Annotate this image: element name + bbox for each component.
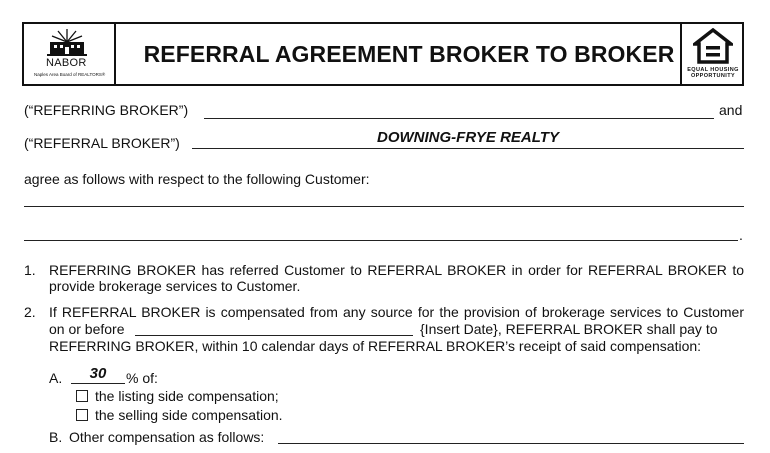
eho-line1: EQUAL HOUSING	[687, 67, 739, 73]
page-title: REFERRAL AGREEMENT BROKER TO BROKER	[143, 40, 675, 67]
option-a-label: A.	[49, 370, 63, 386]
referral-broker-label: (“REFERRAL BROKER”)	[24, 135, 180, 151]
referring-broker-label: (“REFERRING BROKER”)	[24, 102, 189, 118]
customer-field-line2[interactable]	[24, 226, 738, 241]
selling-side-checkbox[interactable]	[76, 409, 88, 421]
nabor-logo	[32, 28, 106, 82]
referral-broker-value: DOWNING-FRYE REALTY	[377, 129, 559, 146]
referring-broker-field[interactable]	[204, 104, 714, 119]
logo-subtitle: Naples Area Board of REALTORS®	[34, 72, 106, 77]
listing-side-label: the listing side compensation;	[95, 388, 279, 404]
option-b-text: Other compensation as follows:	[69, 429, 265, 445]
header-divider-right	[680, 24, 682, 84]
customer-line-period: .	[739, 227, 743, 243]
clause-2-line1: If REFERRAL BROKER is compensated from any source for the provision of brokerage services to Customer	[49, 304, 744, 320]
selling-side-label: the selling side compensation.	[95, 407, 283, 423]
percent-field[interactable]	[71, 366, 125, 384]
house-sunburst-icon	[47, 28, 87, 58]
customer-field-line1[interactable]	[24, 192, 744, 207]
other-compensation-field[interactable]	[278, 429, 744, 444]
and-text: and	[719, 102, 743, 118]
on-or-before-text: on or before	[49, 321, 125, 337]
insert-date-field[interactable]	[135, 321, 413, 336]
clause-2-line2-rest: {Insert Date}, REFERRAL BROKER shall pay to	[420, 321, 718, 337]
customer-intro: agree as follows with respect to the following Customer:	[24, 171, 370, 187]
form-header	[22, 22, 744, 86]
equal-housing-icon	[693, 28, 733, 64]
clause-2-number: 2.	[24, 304, 36, 320]
logo-name: NABOR	[46, 57, 87, 69]
equal-housing-logo	[684, 28, 742, 82]
clause-1-line2: provide brokerage services to Customer.	[49, 278, 301, 294]
clause-2-line3: REFERRING BROKER, within 10 calendar days of REFERRAL BROKER’s receipt of said compensation:	[49, 338, 702, 354]
clause-1-number: 1.	[24, 262, 36, 278]
clause-1-line1: REFERRING BROKER has referred Customer to REFERRAL BROKER in order for REFERRAL BROKER to	[49, 262, 744, 278]
option-a-suffix: % of:	[126, 370, 158, 386]
eho-line2: OPPORTUNITY	[690, 73, 736, 79]
percent-value: 30	[89, 365, 107, 382]
option-b-label: B.	[49, 429, 63, 445]
referral-broker-field[interactable]	[192, 129, 744, 149]
listing-side-checkbox[interactable]	[76, 390, 88, 402]
